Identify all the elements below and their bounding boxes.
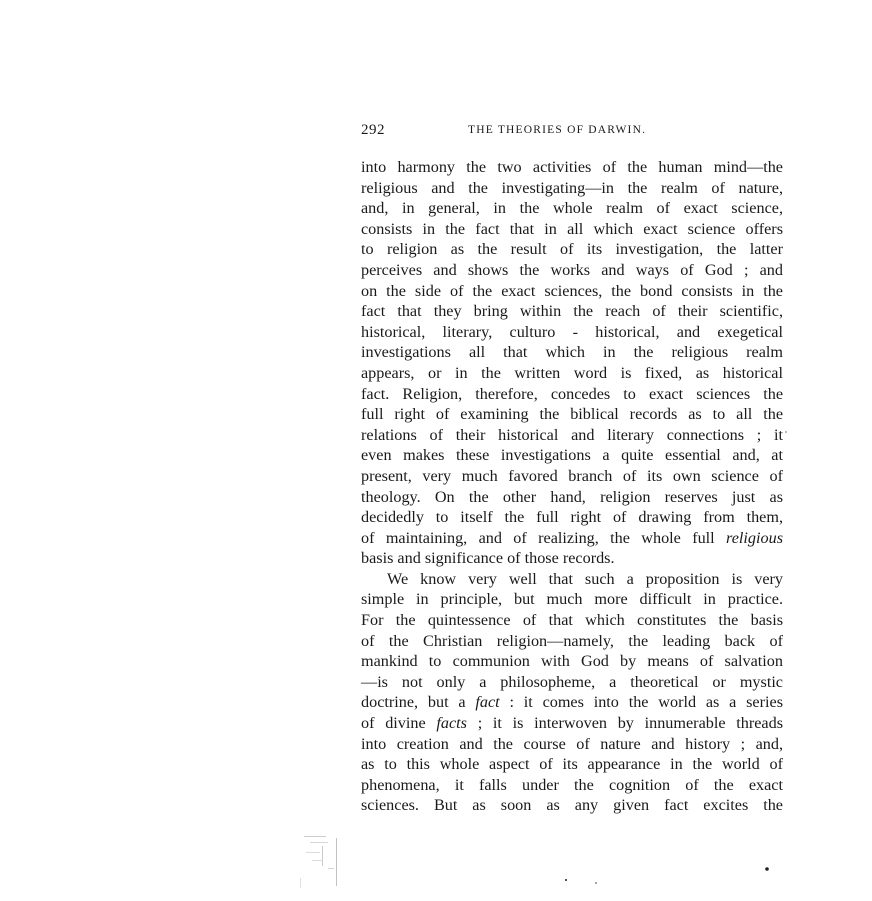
text-line: present, very much favored branch of its own science of [361,466,783,485]
text-line: religious and the investigating—in the realm of nature, [361,178,783,197]
italic-word: fact [475,693,500,712]
text-line: sciences. But as soon as any given fact excites the [361,796,783,815]
text-line: as to this whole aspect of its appearance in the world of [361,755,783,774]
text-line: perceives and shows the works and ways of God ; and [361,260,783,279]
text-line: investigations all that which in the religious realm [361,343,783,362]
text-line: even makes these investigations a quite essential and, at [361,446,783,465]
text-line: into creation and the course of nature and history ; and, [361,734,783,753]
text-line: on the side of the exact sciences, the bond consists in the [361,281,783,300]
italic-word: religious [726,528,783,547]
text-line: full right of examining the biblical records as to all the [361,405,783,424]
text-line: relations of their historical and literary connections ; it [361,425,783,444]
italic-word: facts [436,714,467,733]
text-line: historical, literary, culturo - historical, and exegetical [361,322,783,341]
text-line: simple in principle, but much more difficult in practice. [361,590,783,609]
text-line: of divine facts ; it is interwoven by innumerable threads [361,714,783,733]
body-text [361,157,783,816]
text-line: basis and significance of those records. [361,549,615,568]
page-number: 292 [361,122,385,138]
text-line: —is not only a philosopheme, a theoretical or mystic [361,672,783,691]
running-title: THE THEORIES OF DARWIN. [468,124,647,136]
running-head [361,122,781,142]
text-line: For the quintessence of that which constitutes the basis [361,611,783,630]
text-line: appears, or in the written word is fixed, as historical [361,363,783,382]
text-line: consists in the fact that in all which exact science offers [361,219,783,238]
text-line: fact that they bring within the reach of their scientific, [361,302,783,321]
text-line: decidedly to itself the full right of drawing from them, [361,508,783,527]
text-line: phenomena, it falls under the cognition of the exact [361,775,783,794]
text-line: and, in general, in the whole realm of exact science, [361,199,783,218]
paragraph-start-line: We know very well that such a proposition is very [387,569,783,588]
text-line: doctrine, but a fact : it comes into the world as a series [361,693,783,712]
text-line: theology. On the other hand, religion reserves just as [361,487,783,506]
text-line: to religion as the result of its investigation, the latter [361,240,783,259]
text-line: of maintaining, and of realizing, the whole full religious [361,528,783,547]
text-line: into harmony the two activities of the human mind—the [361,158,783,176]
text-line: fact. Religion, therefore, concedes to exact sciences the [361,384,783,403]
text-line: mankind to communion with God by means of salvation [361,652,783,671]
text-line: of the Christian religion—namely, the leading back of [361,631,783,650]
